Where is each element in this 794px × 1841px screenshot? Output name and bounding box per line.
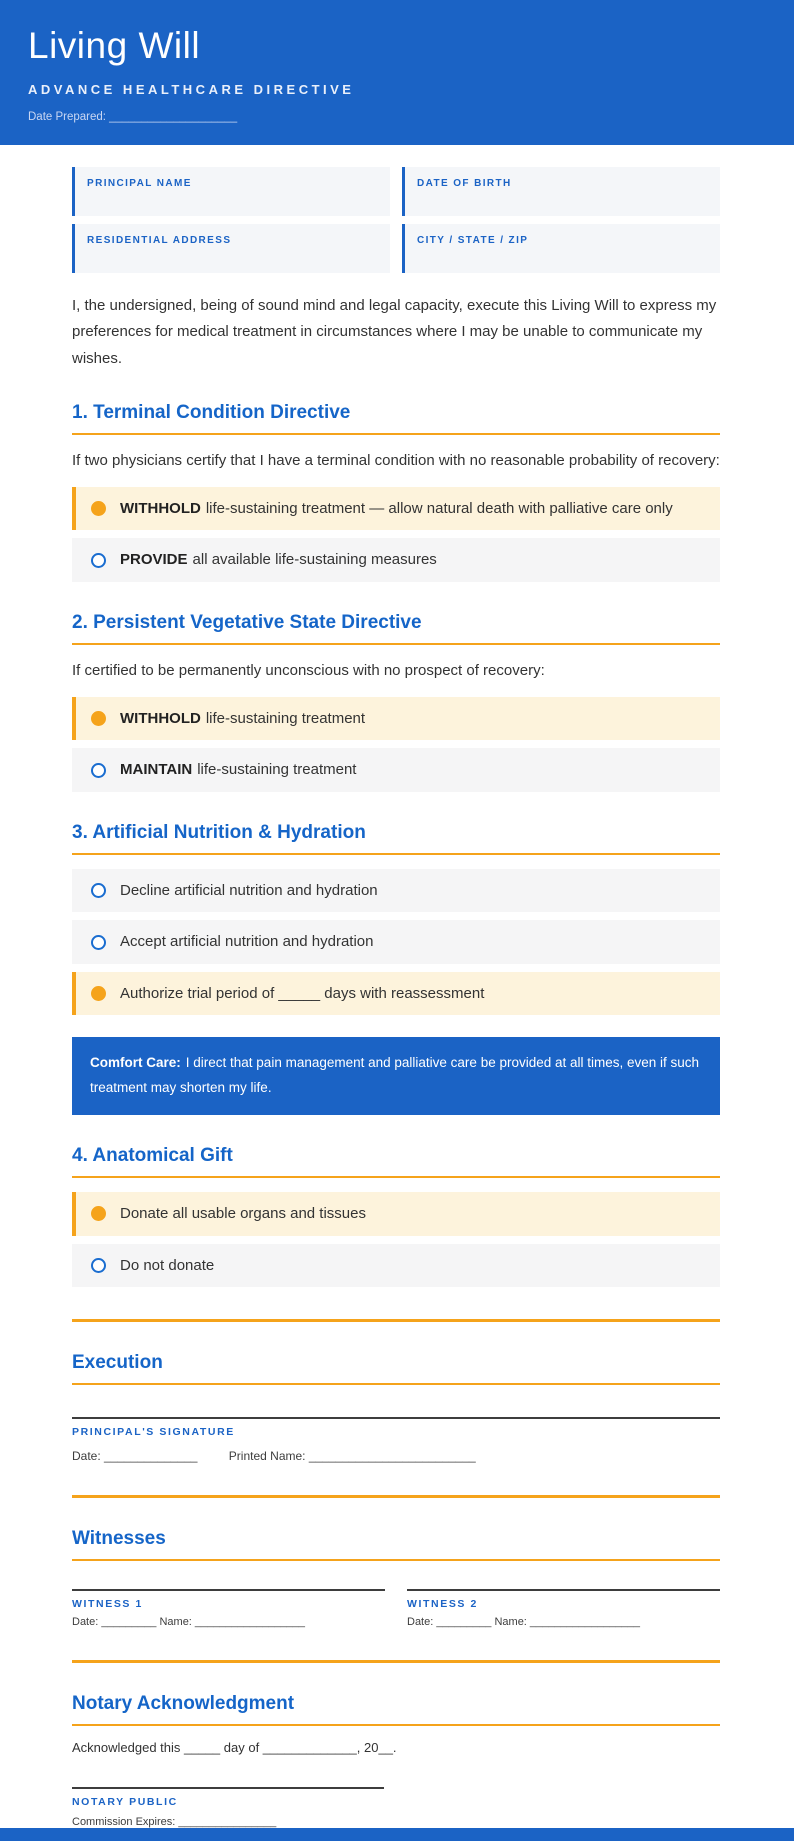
witness-2-block xyxy=(407,1589,720,1628)
footer-bar xyxy=(0,1828,794,1841)
section-title-terminal-condition: 1. Terminal Condition Directive xyxy=(72,402,720,435)
option-row[interactable] xyxy=(72,920,720,964)
declaration-paragraph: I, the undersigned, being of sound mind and legal capacity, execute this Living Will to express my preferences for medical treatment in circumstances where I may be unable to communicate my wishes. xyxy=(72,297,717,367)
field-label: RESIDENTIAL ADDRESS xyxy=(87,235,232,246)
option-label: Authorize trial period of _____ days with reassessment xyxy=(120,984,485,1002)
radio-icon[interactable] xyxy=(91,501,106,516)
city-state-zip-field[interactable] xyxy=(402,224,720,273)
option-row[interactable] xyxy=(72,487,720,531)
principal-name-field[interactable] xyxy=(72,167,390,216)
section-title-notary: Notary Acknowledgment xyxy=(72,1693,720,1726)
signature-line xyxy=(72,1787,384,1789)
document-body xyxy=(0,145,794,1828)
section-divider xyxy=(72,1660,720,1663)
radio-icon[interactable] xyxy=(91,986,106,1001)
page-title: Living Will xyxy=(28,25,201,66)
identity-fields-grid xyxy=(72,167,720,273)
option-label: MAINTAIN life-sustaining treatment xyxy=(120,761,357,779)
section-divider xyxy=(72,1495,720,1498)
commission-expires-blank: Commission Expires: ________________ xyxy=(72,1816,277,1829)
signature-meta xyxy=(72,1449,720,1463)
witness-meta: Date: _________ Name: __________________ xyxy=(407,1616,641,1629)
document-subtitle: ADVANCE HEALTHCARE DIRECTIVE xyxy=(28,82,355,97)
witness-label: WITNESS 1 xyxy=(72,1598,143,1611)
comfort-care-text: I direct that pain management and palliative care be provided at all times, even if such treatment may shorten my life. xyxy=(90,1055,700,1096)
section-lead: If two physicians certify that I have a terminal condition with no reasonable probability of recovery: xyxy=(72,451,720,469)
option-row[interactable] xyxy=(72,748,720,792)
principal-signature-block xyxy=(72,1417,720,1463)
comfort-care-label: Comfort Care: xyxy=(90,1055,181,1071)
option-row[interactable] xyxy=(72,972,720,1016)
residential-address-field[interactable] xyxy=(72,224,390,273)
signature-line xyxy=(72,1589,385,1591)
section-title-anatomical-gift: 4. Anatomical Gift xyxy=(72,1145,720,1178)
option-row[interactable] xyxy=(72,869,720,913)
document-header xyxy=(0,0,794,145)
radio-icon[interactable] xyxy=(91,935,106,950)
option-label: Accept artificial nutrition and hydration xyxy=(120,933,374,951)
option-row[interactable] xyxy=(72,538,720,582)
option-label: Do not donate xyxy=(120,1256,215,1274)
option-label: Decline artificial nutrition and hydration xyxy=(120,881,378,899)
witness-label: WITNESS 2 xyxy=(407,1598,478,1611)
radio-icon[interactable] xyxy=(91,763,106,778)
signature-label: PRINCIPAL'S SIGNATURE xyxy=(72,1426,235,1439)
witness-1-block xyxy=(72,1589,385,1628)
field-label: DATE OF BIRTH xyxy=(417,178,512,189)
radio-icon[interactable] xyxy=(91,883,106,898)
radio-icon[interactable] xyxy=(91,1206,106,1221)
radio-icon[interactable] xyxy=(91,1258,106,1273)
signature-line xyxy=(407,1589,720,1591)
option-label: Donate all usable organs and tissues xyxy=(120,1205,366,1223)
option-row[interactable] xyxy=(72,697,720,741)
field-label: PRINCIPAL NAME xyxy=(87,178,192,189)
notary-public-label: NOTARY PUBLIC xyxy=(72,1796,178,1809)
printed-name-blank: Printed Name: _________________________ xyxy=(228,1449,476,1464)
option-label: WITHHOLD life-sustaining treatment xyxy=(120,709,366,727)
date-of-birth-field[interactable] xyxy=(402,167,720,216)
radio-icon[interactable] xyxy=(91,553,106,568)
section-title-execution: Execution xyxy=(72,1352,720,1385)
section-divider xyxy=(72,1319,720,1322)
option-label: WITHHOLD life-sustaining treatment — allow natural death with palliative care only xyxy=(120,499,673,517)
option-row[interactable] xyxy=(72,1244,720,1288)
option-label: PROVIDE all available life-sustaining measures xyxy=(120,551,437,569)
section-title-vegetative-state: 2. Persistent Vegetative State Directive xyxy=(72,612,720,645)
witnesses-grid xyxy=(72,1589,720,1628)
date-prepared-blank: Date Prepared: ____________________ xyxy=(28,111,238,123)
comfort-care-banner xyxy=(72,1037,720,1115)
notary-signature-block xyxy=(72,1787,720,1828)
section-title-witnesses: Witnesses xyxy=(72,1528,720,1561)
witness-meta: Date: _________ Name: __________________ xyxy=(72,1616,306,1629)
date-blank: Date: ______________ xyxy=(72,1449,198,1464)
radio-icon[interactable] xyxy=(91,711,106,726)
notary-acknowledgment-text: Acknowledged this _____ day of _____________, 20__. xyxy=(72,1740,397,1756)
section-lead: If certified to be permanently unconscious with no prospect of recovery: xyxy=(72,661,545,679)
signature-line xyxy=(72,1417,720,1419)
section-title-nutrition-hydration: 3. Artificial Nutrition & Hydration xyxy=(72,822,720,855)
option-row[interactable] xyxy=(72,1192,720,1236)
field-label: CITY / STATE / ZIP xyxy=(417,235,529,246)
